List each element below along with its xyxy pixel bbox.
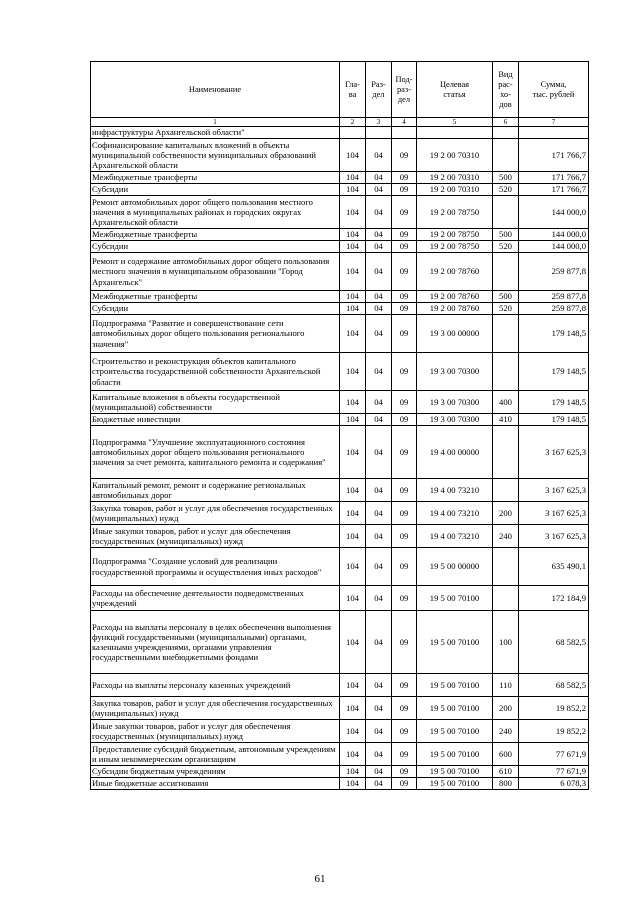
row-section: 04 [366,586,392,611]
table-row [91,172,589,184]
row-name: Ремонт и содержание автомобильных дорог общего пользования местного значения в муниципальном образовании "Город Архангельск" [91,253,340,291]
row-expense-type: 500 [493,291,519,303]
row-subsection: 09 [392,353,417,391]
row-sum: 19 852,2 [519,720,589,743]
table-row [91,720,589,743]
row-sum: 144 000,0 [519,229,589,241]
header-target: Целевая статья [417,62,493,118]
row-target: 19 4 00 73210 [417,479,493,502]
table-row [91,743,589,766]
row-target: 19 2 00 78760 [417,253,493,291]
row-name: инфраструктуры Архангельской области" [91,127,340,139]
row-expense-type: 520 [493,303,519,315]
column-number: 5 [417,118,493,127]
row-name: Субсидии [91,241,340,253]
row-name: Закупка товаров, работ и услуг для обеспечения государственных (муниципальных) нужд [91,502,340,525]
row-sum: 19 852,2 [519,697,589,720]
row-sum: 171 766,7 [519,139,589,172]
row-name: Субсидии бюджетным учреждениям [91,766,340,778]
row-expense-type: 500 [493,229,519,241]
row-subsection: 09 [392,525,417,548]
row-sum: 259 877,8 [519,291,589,303]
row-section: 04 [366,426,392,479]
table-row [91,391,589,414]
table-row [91,291,589,303]
row-chapter: 104 [340,479,366,502]
row-sum: 179 148,5 [519,391,589,414]
header-chapter: Гла- ва [340,62,366,118]
row-expense-type [493,548,519,586]
row-subsection: 09 [392,586,417,611]
row-name: Расходы на обеспечение деятельности подведомственных учреждений [91,586,340,611]
row-expense-type: 410 [493,414,519,426]
row-subsection: 09 [392,229,417,241]
row-chapter: 104 [340,291,366,303]
row-expense-type: 520 [493,241,519,253]
row-target: 19 5 00 70100 [417,611,493,674]
row-section: 04 [366,502,392,525]
row-subsection: 09 [392,426,417,479]
table-row [91,184,589,196]
row-section: 04 [366,414,392,426]
row-chapter: 104 [340,548,366,586]
row-name: Ремонт автомобильных дорог общего пользования местного значения в муниципальных районах и городских округах Архангельской области [91,196,340,229]
row-section: 04 [366,766,392,778]
row-chapter: 104 [340,184,366,196]
row-expense-type: 200 [493,697,519,720]
row-expense-type [493,586,519,611]
row-subsection: 09 [392,241,417,253]
row-subsection: 09 [392,697,417,720]
row-target: 19 4 00 73210 [417,502,493,525]
table-row [91,253,589,291]
row-section: 04 [366,291,392,303]
row-expense-type [493,479,519,502]
row-sum [519,127,589,139]
row-expense-type [493,127,519,139]
table-body [91,127,589,790]
table-row [91,414,589,426]
row-chapter: 104 [340,139,366,172]
row-section: 04 [366,525,392,548]
row-expense-type: 400 [493,391,519,414]
column-number: 7 [519,118,589,127]
row-chapter: 104 [340,391,366,414]
column-number: 3 [366,118,392,127]
row-section: 04 [366,229,392,241]
row-chapter: 104 [340,743,366,766]
row-sum: 3 167 625,3 [519,426,589,479]
header-name: Наименование [91,62,340,118]
row-section: 04 [366,743,392,766]
row-name: Капитальный ремонт, ремонт и содержание региональных автомобильных дорог [91,479,340,502]
row-name: Субсидии [91,303,340,315]
row-sum: 179 148,5 [519,353,589,391]
row-expense-type: 240 [493,720,519,743]
row-sum: 144 000,0 [519,196,589,229]
row-target: 19 5 00 00000 [417,548,493,586]
row-expense-type [493,315,519,353]
row-subsection: 09 [392,291,417,303]
header-row [91,62,589,118]
row-subsection: 09 [392,315,417,353]
row-section: 04 [366,778,392,790]
row-expense-type: 800 [493,778,519,790]
table-row [91,353,589,391]
row-section: 04 [366,720,392,743]
row-sum: 171 766,7 [519,184,589,196]
row-subsection: 09 [392,184,417,196]
row-target: 19 5 00 70100 [417,586,493,611]
row-sum: 171 766,7 [519,172,589,184]
row-name: Подпрограмма "Развитие и совершенствование сети автомобильных дорог общего пользования регионального значения" [91,315,340,353]
row-subsection: 09 [392,766,417,778]
row-chapter: 104 [340,697,366,720]
row-subsection: 09 [392,479,417,502]
row-expense-type: 500 [493,172,519,184]
row-name: Бюджетные инвестиции [91,414,340,426]
row-expense-type: 600 [493,743,519,766]
row-expense-type: 110 [493,674,519,697]
row-subsection [392,127,417,139]
row-expense-type: 520 [493,184,519,196]
row-expense-type [493,353,519,391]
row-section: 04 [366,196,392,229]
column-number-row [91,118,589,127]
row-chapter: 104 [340,229,366,241]
column-number: 4 [392,118,417,127]
row-subsection: 09 [392,391,417,414]
column-number: 1 [91,118,340,127]
row-section: 04 [366,172,392,184]
row-section: 04 [366,548,392,586]
row-sum: 68 582,5 [519,611,589,674]
row-sum: 3 167 625,3 [519,525,589,548]
table-row [91,586,589,611]
row-sum: 172 184,9 [519,586,589,611]
row-expense-type [493,139,519,172]
row-section: 04 [366,697,392,720]
table-row [91,766,589,778]
row-section: 04 [366,315,392,353]
row-chapter: 104 [340,766,366,778]
header-sum: Сумма, тыс. рублей [519,62,589,118]
table-row [91,611,589,674]
row-chapter: 104 [340,303,366,315]
row-chapter: 104 [340,502,366,525]
row-target: 19 5 00 70100 [417,697,493,720]
row-section [366,127,392,139]
table-row [91,127,589,139]
table-row [91,139,589,172]
row-target [417,127,493,139]
row-sum: 179 148,5 [519,315,589,353]
table-row [91,196,589,229]
table-row [91,315,589,353]
row-name: Подпрограмма "Создание условий для реализации государственной программы и осуществления иных расходов" [91,548,340,586]
row-expense-type [493,196,519,229]
row-chapter [340,127,366,139]
row-target: 19 2 00 78750 [417,241,493,253]
row-sum: 259 877,8 [519,253,589,291]
row-subsection: 09 [392,502,417,525]
row-target: 19 3 00 70300 [417,353,493,391]
row-sum: 3 167 625,3 [519,502,589,525]
budget-table [90,61,589,790]
row-subsection: 09 [392,743,417,766]
row-subsection: 09 [392,196,417,229]
row-subsection: 09 [392,253,417,291]
row-section: 04 [366,353,392,391]
row-sum: 635 490,1 [519,548,589,586]
row-name: Иные закупки товаров, работ и услуг для обеспечения государственных (муниципальных) нужд [91,525,340,548]
table-row [91,502,589,525]
row-name: Межбюджетные трансферты [91,291,340,303]
row-target: 19 2 00 78760 [417,291,493,303]
row-name: Софинансирование капитальных вложений в объекты муниципальной собственности муниципальных образований Архангельской области [91,139,340,172]
row-target: 19 5 00 70100 [417,720,493,743]
row-target: 19 3 00 00000 [417,315,493,353]
header-expense-type: Вид рас- хо- дов [493,62,519,118]
column-number: 2 [340,118,366,127]
row-name: Межбюджетные трансферты [91,172,340,184]
row-subsection: 09 [392,778,417,790]
row-sum: 3 167 625,3 [519,479,589,502]
row-section: 04 [366,139,392,172]
row-name: Межбюджетные трансферты [91,229,340,241]
row-expense-type [493,426,519,479]
row-sum: 68 582,5 [519,674,589,697]
row-target: 19 5 00 70100 [417,778,493,790]
row-subsection: 09 [392,172,417,184]
row-chapter: 104 [340,720,366,743]
row-subsection: 09 [392,720,417,743]
row-chapter: 104 [340,241,366,253]
row-target: 19 3 00 70300 [417,391,493,414]
header-subsection: Под- раз- дел [392,62,417,118]
row-chapter: 104 [340,611,366,674]
row-sum: 77 671,9 [519,743,589,766]
row-chapter: 104 [340,353,366,391]
table-row [91,479,589,502]
row-target: 19 4 00 73210 [417,525,493,548]
row-sum: 77 671,9 [519,766,589,778]
table-row [91,241,589,253]
row-expense-type: 240 [493,525,519,548]
row-subsection: 09 [392,414,417,426]
row-expense-type: 100 [493,611,519,674]
row-target: 19 2 00 78760 [417,303,493,315]
row-target: 19 5 00 70100 [417,743,493,766]
row-name: Предоставление субсидий бюджетным, автономным учреждениям и иным некоммерческим организациям [91,743,340,766]
table-row [91,525,589,548]
row-target: 19 2 00 78750 [417,196,493,229]
table-row [91,697,589,720]
row-target: 19 2 00 70310 [417,139,493,172]
row-subsection: 09 [392,139,417,172]
row-subsection: 09 [392,548,417,586]
column-number: 6 [493,118,519,127]
table-row [91,548,589,586]
row-section: 04 [366,241,392,253]
row-expense-type [493,253,519,291]
page-number: 61 [314,873,326,885]
row-sum: 259 877,8 [519,303,589,315]
row-target: 19 2 00 78750 [417,229,493,241]
table-row [91,426,589,479]
row-section: 04 [366,611,392,674]
row-subsection: 09 [392,674,417,697]
row-expense-type: 200 [493,502,519,525]
row-chapter: 104 [340,196,366,229]
row-section: 04 [366,391,392,414]
row-name: Расходы на выплаты персоналу в целях обеспечения выполнения функций государственными (муниципальными) органами, казенными учреждениями, органами управления государственными внебюджетными фондами [91,611,340,674]
row-target: 19 5 00 70100 [417,674,493,697]
row-name: Капитальные вложения в объекты государственной (муниципальной) собственности [91,391,340,414]
row-chapter: 104 [340,525,366,548]
table-row [91,778,589,790]
row-section: 04 [366,479,392,502]
row-chapter: 104 [340,414,366,426]
row-name: Строительство и реконструкция объектов капитального строительства государственной собственности Архангельской области [91,353,340,391]
row-target: 19 3 00 70300 [417,414,493,426]
table-row [91,674,589,697]
row-section: 04 [366,303,392,315]
row-section: 04 [366,674,392,697]
row-sum: 6 078,3 [519,778,589,790]
row-target: 19 2 00 70310 [417,172,493,184]
row-sum: 144 000,0 [519,241,589,253]
row-name: Расходы на выплаты персоналу казенных учреждений [91,674,340,697]
row-name: Субсидии [91,184,340,196]
row-target: 19 2 00 70310 [417,184,493,196]
row-subsection: 09 [392,303,417,315]
row-target: 19 5 00 70100 [417,766,493,778]
table-row [91,229,589,241]
row-sum: 179 148,5 [519,414,589,426]
row-chapter: 104 [340,253,366,291]
row-expense-type: 610 [493,766,519,778]
row-chapter: 104 [340,586,366,611]
row-chapter: 104 [340,172,366,184]
row-section: 04 [366,253,392,291]
header-section: Раз- дел [366,62,392,118]
row-subsection: 09 [392,611,417,674]
row-name: Закупка товаров, работ и услуг для обеспечения государственных (муниципальных) нужд [91,697,340,720]
row-section: 04 [366,184,392,196]
row-chapter: 104 [340,315,366,353]
row-name: Иные закупки товаров, работ и услуг для обеспечения государственных (муниципальных) нужд [91,720,340,743]
row-name: Иные бюджетные ассигнования [91,778,340,790]
table-header [91,62,589,127]
table-row [91,303,589,315]
row-chapter: 104 [340,674,366,697]
row-target: 19 4 00 00000 [417,426,493,479]
row-name: Подпрограмма "Улучшение эксплуатационного состояния автомобильных дорог общего пользования регионального значения за счет ремонта, капитального ремонта и содержания" [91,426,340,479]
row-chapter: 104 [340,778,366,790]
row-chapter: 104 [340,426,366,479]
